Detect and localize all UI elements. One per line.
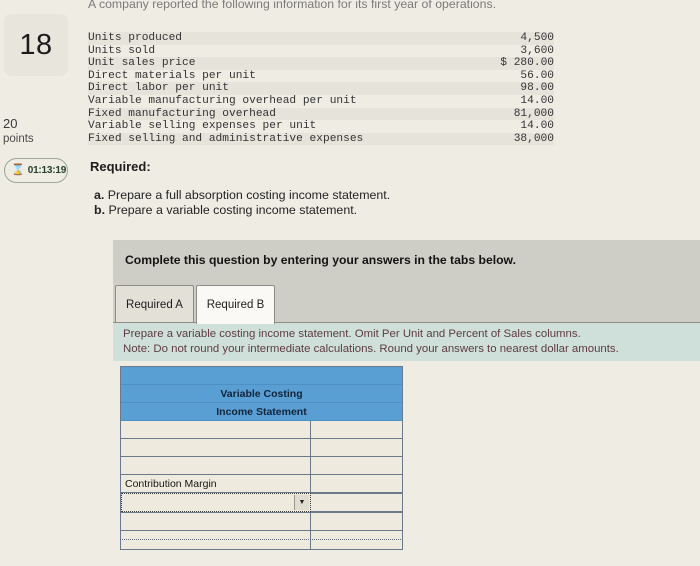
table-row [88, 82, 554, 95]
fact-label: Direct materials per unit [88, 69, 256, 82]
fact-label: Variable selling expenses per unit [88, 120, 317, 133]
table-row [88, 133, 554, 146]
fact-value: 56.00 [520, 69, 554, 82]
question-number-box: 18 [4, 14, 68, 76]
worksheet-active-row[interactable] [121, 493, 402, 513]
worksheet-label-cell[interactable] [121, 457, 311, 474]
worksheet-active-label-cell[interactable] [121, 493, 311, 512]
fact-value: 3,600 [520, 44, 554, 57]
fact-label: Direct labor per unit [88, 82, 229, 95]
fact-value: 14.00 [520, 94, 554, 107]
table-row [88, 120, 554, 133]
table-row [88, 70, 554, 83]
variable-costing-worksheet[interactable] [120, 366, 403, 550]
worksheet-active-value-cell[interactable] [311, 493, 402, 512]
chevron-down-icon[interactable]: ▼ [294, 495, 309, 510]
worksheet-value-cell[interactable] [311, 513, 402, 530]
fact-value: 38,000 [513, 132, 554, 145]
worksheet-value-cell[interactable] [311, 421, 402, 438]
worksheet-row[interactable] [121, 457, 402, 475]
table-row [88, 45, 554, 58]
instruction-line-2: Note: Do not round your intermediate calculations. Round your answers to nearest dollar amounts. [123, 343, 619, 355]
worksheet-row[interactable] [121, 439, 402, 457]
worksheet-bottom-edge [120, 539, 403, 542]
worksheet-row-contribution-margin[interactable] [121, 475, 402, 493]
required-item-a-text: Prepare a full absorption costing income statement. [107, 188, 391, 202]
tab-strip [113, 282, 700, 323]
worksheet-title-line-2: Income Statement [216, 406, 307, 418]
fact-value: 14.00 [520, 120, 554, 133]
hourglass-icon: ⌛ [11, 164, 25, 176]
tab-required-b[interactable]: Required B [196, 285, 275, 324]
points-label: points [3, 133, 34, 145]
tab-required-a[interactable]: Required A [115, 285, 194, 323]
worksheet-row[interactable] [121, 421, 402, 439]
problem-intro-text: A company reported the following information for its first year of operations. [88, 0, 497, 11]
worksheet-value-cell[interactable] [311, 457, 402, 474]
worksheet-value-cell[interactable] [311, 475, 402, 492]
fact-label: Units sold [88, 44, 156, 57]
fact-value: 81,000 [513, 107, 554, 120]
instruction-line-1: Prepare a variable costing income statement. Omit Per Unit and Percent of Sales columns. [123, 328, 581, 340]
problem-facts-table [88, 32, 554, 145]
worksheet-header-spacer-row [121, 367, 402, 385]
fact-label: Variable manufacturing overhead per unit [88, 94, 357, 107]
worksheet-header-spacer [121, 367, 402, 384]
table-row [88, 32, 554, 45]
worksheet-row[interactable] [121, 513, 402, 531]
timer-text: 01:13:19 [27, 165, 67, 176]
required-item-b-letter: b. [94, 203, 106, 217]
worksheet-label-cell[interactable] [121, 421, 311, 438]
worksheet-title-row-1 [121, 385, 402, 403]
fact-label: Unit sales price [88, 57, 196, 70]
required-item-b [94, 203, 357, 217]
fact-label: Units produced [88, 32, 182, 44]
table-row [88, 95, 554, 108]
worksheet-label-cell[interactable] [121, 513, 311, 530]
worksheet-title-line-1: Variable Costing [220, 388, 303, 400]
answer-panel [113, 240, 700, 360]
points-value: 20 [3, 116, 18, 131]
table-row [88, 57, 554, 70]
required-item-a-letter: a. [94, 188, 105, 202]
complete-question-banner [113, 240, 700, 282]
fact-value: 98.00 [520, 82, 554, 95]
worksheet-title-row-2 [121, 403, 402, 421]
question-left-rail [0, 0, 80, 566]
worksheet-label-cell[interactable] [121, 439, 311, 456]
fact-value: 4,500 [520, 32, 554, 44]
required-item-a [94, 188, 390, 202]
worksheet-value-cell[interactable] [311, 439, 402, 456]
fact-label: Fixed selling and administrative expenses [88, 132, 364, 145]
required-item-b-text: Prepare a variable costing income statement. [108, 203, 358, 217]
instruction-box [113, 322, 700, 361]
required-heading: Required: [90, 159, 151, 174]
table-row [88, 108, 554, 121]
complete-question-banner-text: Complete this question by entering your answers in the tabs below. [125, 253, 516, 267]
fact-label: Fixed manufacturing overhead [88, 107, 276, 120]
worksheet-label-cell-contribution-margin[interactable]: Contribution Margin [121, 475, 311, 492]
fact-value: $ 280.00 [500, 57, 554, 70]
timer-pill[interactable] [4, 158, 68, 183]
